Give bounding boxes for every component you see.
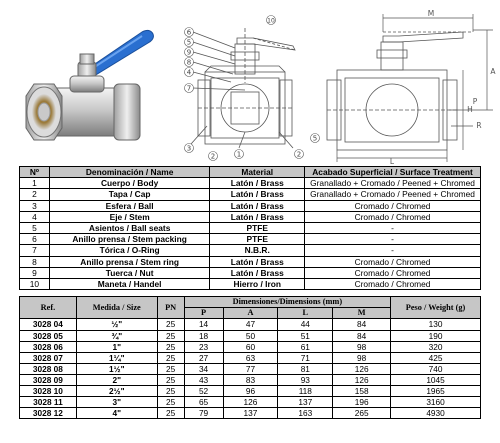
dim-label-p: P bbox=[472, 97, 478, 106]
part-name: Asientos / Ball seats bbox=[49, 223, 210, 234]
callout-5: 5 bbox=[186, 38, 192, 47]
part-name: Maneta / Handel bbox=[49, 279, 210, 290]
table-row bbox=[20, 341, 481, 352]
header-a: A bbox=[223, 308, 278, 319]
l-cell: 137 bbox=[278, 397, 333, 408]
a-cell: 63 bbox=[223, 352, 278, 363]
table-row bbox=[20, 189, 481, 200]
table-row bbox=[20, 245, 481, 256]
pn-cell: 25 bbox=[157, 319, 184, 330]
table-row bbox=[20, 234, 481, 245]
part-number: 9 bbox=[20, 267, 50, 278]
part-name: Cuerpo / Body bbox=[49, 178, 210, 189]
table-row bbox=[20, 211, 481, 222]
part-material: N.B.R. bbox=[210, 245, 305, 256]
table-row bbox=[20, 200, 481, 211]
part-name: Tórica / O-Ring bbox=[49, 245, 210, 256]
ball-valve-photo bbox=[14, 18, 164, 148]
part-finish: Cromado / Chromed bbox=[305, 279, 481, 290]
callout-1: 1 bbox=[236, 150, 242, 159]
part-number: 7 bbox=[20, 245, 50, 256]
part-material: Latón / Brass bbox=[210, 189, 305, 200]
table-row bbox=[20, 256, 481, 267]
part-number: 2 bbox=[20, 189, 50, 200]
p-cell: 23 bbox=[184, 341, 223, 352]
weight-cell: 3160 bbox=[391, 397, 481, 408]
part-finish: Cromado / Chromed bbox=[305, 200, 481, 211]
part-material: Latón / Brass bbox=[210, 256, 305, 267]
callout-4: 4 bbox=[186, 68, 192, 77]
l-cell: 93 bbox=[278, 374, 333, 385]
dim-label-m: M bbox=[427, 9, 435, 18]
table-row bbox=[20, 267, 481, 278]
weight-cell: 425 bbox=[391, 352, 481, 363]
m-cell: 98 bbox=[333, 341, 391, 352]
header-size: Medida / Size bbox=[76, 297, 157, 319]
size-cell: 1½" bbox=[76, 363, 157, 374]
part-number: 10 bbox=[20, 279, 50, 290]
m-cell: 126 bbox=[333, 363, 391, 374]
ref-cell: 3028 08 bbox=[20, 363, 77, 374]
part-material: Hierro / Iron bbox=[210, 279, 305, 290]
dim-label-r: R bbox=[476, 121, 482, 130]
parts-table-header bbox=[20, 167, 481, 178]
l-cell: 61 bbox=[278, 341, 333, 352]
p-cell: 65 bbox=[184, 397, 223, 408]
product-illustrations bbox=[0, 0, 500, 165]
l-cell: 118 bbox=[278, 385, 333, 396]
l-cell: 71 bbox=[278, 352, 333, 363]
part-finish: Granallado + Cromado / Peened + Chromed bbox=[305, 178, 481, 189]
part-name: Anillo prensa / Stem ring bbox=[49, 256, 210, 267]
l-cell: 51 bbox=[278, 330, 333, 341]
table-row bbox=[20, 374, 481, 385]
p-cell: 34 bbox=[184, 363, 223, 374]
weight-cell: 130 bbox=[391, 319, 481, 330]
pn-cell: 25 bbox=[157, 363, 184, 374]
part-number: 4 bbox=[20, 211, 50, 222]
callout-8: 8 bbox=[186, 58, 192, 67]
part-name: Tuerca / Nut bbox=[49, 267, 210, 278]
weight-cell: 740 bbox=[391, 363, 481, 374]
size-cell: 2" bbox=[76, 374, 157, 385]
weight-cell: 4930 bbox=[391, 408, 481, 419]
part-name: Eje / Stem bbox=[49, 211, 210, 222]
table-row bbox=[20, 178, 481, 189]
header-material: Material bbox=[210, 167, 305, 178]
pn-cell: 25 bbox=[157, 397, 184, 408]
a-cell: 83 bbox=[223, 374, 278, 385]
header-p: P bbox=[184, 308, 223, 319]
table-row bbox=[20, 408, 481, 419]
pn-cell: 25 bbox=[157, 408, 184, 419]
m-cell: 265 bbox=[333, 408, 391, 419]
size-cell: 1" bbox=[76, 341, 157, 352]
p-cell: 79 bbox=[184, 408, 223, 419]
part-finish: - bbox=[305, 234, 481, 245]
p-cell: 14 bbox=[184, 319, 223, 330]
parts-table bbox=[19, 166, 481, 290]
dim-label-h: H bbox=[467, 105, 473, 114]
size-cell: 3" bbox=[76, 397, 157, 408]
ref-cell: 3028 10 bbox=[20, 385, 77, 396]
header-treatment: Acabado Superficial / Surface Treatment bbox=[305, 167, 481, 178]
ref-cell: 3028 06 bbox=[20, 341, 77, 352]
dim-label-l: L bbox=[389, 157, 395, 164]
a-cell: 126 bbox=[223, 397, 278, 408]
part-name: Esfera / Ball bbox=[49, 200, 210, 211]
weight-cell: 1965 bbox=[391, 385, 481, 396]
header-number: Nº bbox=[20, 167, 50, 178]
table-row bbox=[20, 279, 481, 290]
ref-cell: 3028 12 bbox=[20, 408, 77, 419]
weight-cell: 190 bbox=[391, 330, 481, 341]
valve-section-drawing bbox=[183, 8, 321, 164]
header-m: M bbox=[333, 308, 391, 319]
header-pn: PN bbox=[157, 297, 184, 319]
a-cell: 77 bbox=[223, 363, 278, 374]
m-cell: 126 bbox=[333, 374, 391, 385]
ref-cell: 3028 09 bbox=[20, 374, 77, 385]
m-cell: 84 bbox=[333, 330, 391, 341]
header-ref: Ref. bbox=[20, 297, 77, 319]
part-finish: Cromado / Chromed bbox=[305, 256, 481, 267]
callout-2b: 2 bbox=[296, 150, 302, 159]
dimensions-table bbox=[19, 296, 481, 419]
a-cell: 96 bbox=[223, 385, 278, 396]
a-cell: 50 bbox=[223, 330, 278, 341]
header-dimensions: Dimensiones/Dimensions (mm) bbox=[184, 297, 390, 308]
table-row bbox=[20, 330, 481, 341]
part-material: Latón / Brass bbox=[210, 200, 305, 211]
a-cell: 60 bbox=[223, 341, 278, 352]
callout-7: 7 bbox=[186, 84, 192, 93]
part-material: Latón / Brass bbox=[210, 211, 305, 222]
dim-label-a: A bbox=[490, 67, 496, 76]
size-cell: 1¼" bbox=[76, 352, 157, 363]
header-weight: Peso / Weight (g) bbox=[391, 297, 481, 319]
p-cell: 43 bbox=[184, 374, 223, 385]
valve-dimension-drawing bbox=[323, 8, 500, 164]
table-row bbox=[20, 363, 481, 374]
table-row bbox=[20, 319, 481, 330]
part-name: Tapa / Cap bbox=[49, 189, 210, 200]
weight-cell: 320 bbox=[391, 341, 481, 352]
callout-3: 3 bbox=[186, 144, 192, 153]
header-l: L bbox=[278, 308, 333, 319]
part-number: 3 bbox=[20, 200, 50, 211]
table-row bbox=[20, 223, 481, 234]
part-finish: Cromado / Chromed bbox=[305, 267, 481, 278]
pn-cell: 25 bbox=[157, 330, 184, 341]
callout-6: 6 bbox=[186, 28, 192, 37]
table-row bbox=[20, 352, 481, 363]
callout-10: 10 bbox=[267, 17, 275, 25]
m-cell: 196 bbox=[333, 397, 391, 408]
size-cell: ¾" bbox=[76, 330, 157, 341]
pn-cell: 25 bbox=[157, 374, 184, 385]
part-finish: Cromado / Chromed bbox=[305, 211, 481, 222]
l-cell: 163 bbox=[278, 408, 333, 419]
part-number: 5 bbox=[20, 223, 50, 234]
ref-cell: 3028 11 bbox=[20, 397, 77, 408]
ref-cell: 3028 04 bbox=[20, 319, 77, 330]
part-finish: - bbox=[305, 223, 481, 234]
pn-cell: 25 bbox=[157, 341, 184, 352]
pn-cell: 25 bbox=[157, 385, 184, 396]
callout-9: 9 bbox=[186, 48, 192, 57]
size-cell: ½" bbox=[76, 319, 157, 330]
part-material: PTFE bbox=[210, 223, 305, 234]
ref-cell: 3028 05 bbox=[20, 330, 77, 341]
m-cell: 158 bbox=[333, 385, 391, 396]
p-cell: 52 bbox=[184, 385, 223, 396]
part-material: Latón / Brass bbox=[210, 267, 305, 278]
p-cell: 27 bbox=[184, 352, 223, 363]
m-cell: 84 bbox=[333, 319, 391, 330]
part-name: Anillo prensa / Stem packing bbox=[49, 234, 210, 245]
part-number: 1 bbox=[20, 178, 50, 189]
l-cell: 81 bbox=[278, 363, 333, 374]
table-row bbox=[20, 385, 481, 396]
ref-cell: 3028 07 bbox=[20, 352, 77, 363]
header-name: Denominación / Name bbox=[49, 167, 210, 178]
pn-cell: 25 bbox=[157, 352, 184, 363]
part-number: 8 bbox=[20, 256, 50, 267]
m-cell: 98 bbox=[333, 352, 391, 363]
part-finish: Granallado + Cromado / Peened + Chromed bbox=[305, 189, 481, 200]
a-cell: 137 bbox=[223, 408, 278, 419]
callout-5b: 5 bbox=[312, 134, 318, 143]
a-cell: 47 bbox=[223, 319, 278, 330]
table-row bbox=[20, 397, 481, 408]
part-finish: - bbox=[305, 245, 481, 256]
dims-header-row bbox=[20, 297, 481, 308]
l-cell: 44 bbox=[278, 319, 333, 330]
part-number: 6 bbox=[20, 234, 50, 245]
size-cell: 2½" bbox=[76, 385, 157, 396]
callout-2: 2 bbox=[210, 152, 216, 161]
part-material: PTFE bbox=[210, 234, 305, 245]
weight-cell: 1045 bbox=[391, 374, 481, 385]
part-material: Latón / Brass bbox=[210, 178, 305, 189]
p-cell: 18 bbox=[184, 330, 223, 341]
size-cell: 4" bbox=[76, 408, 157, 419]
